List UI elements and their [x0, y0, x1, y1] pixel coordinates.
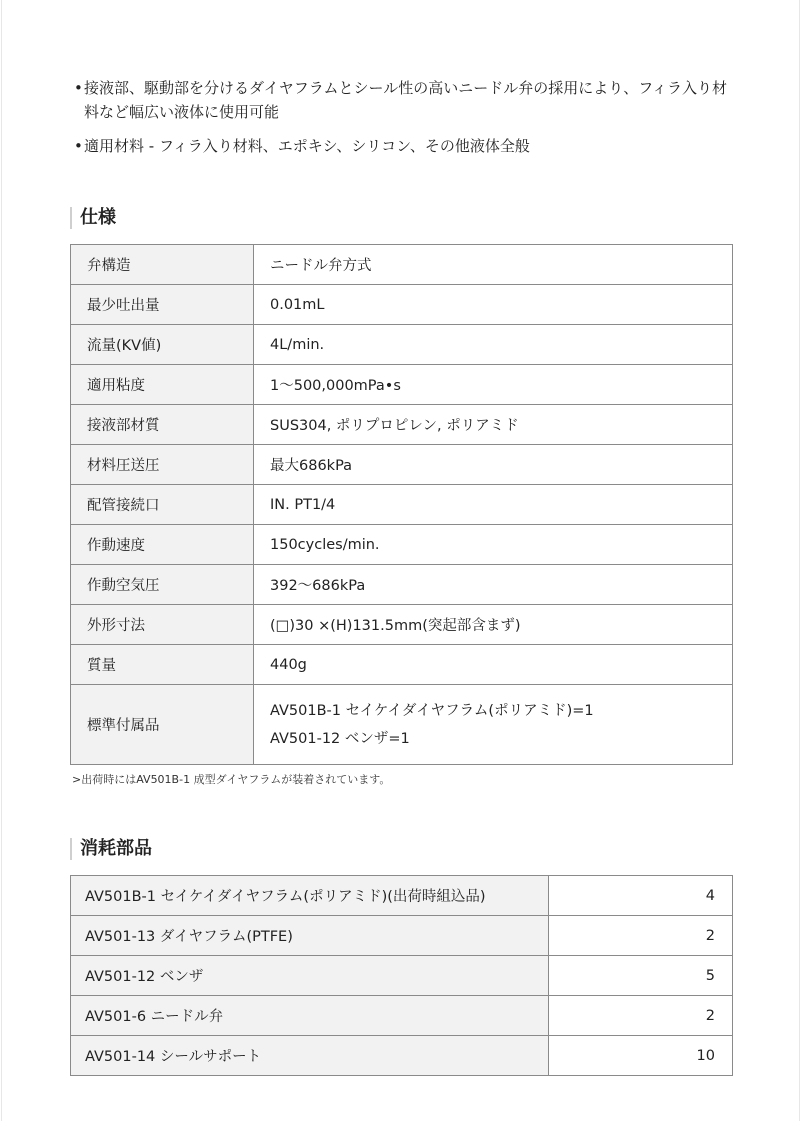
part-qty: 2 [549, 996, 733, 1036]
spec-label: 適用粘度 [71, 365, 254, 405]
spec-label: 作動空気圧 [71, 565, 254, 605]
accessory-line: AV501B-1 セイケイダイヤフラム(ポリアミド)=1 [270, 702, 594, 719]
spec-value: 392〜686kPa [254, 565, 733, 605]
part-qty: 2 [549, 916, 733, 956]
table-row [71, 285, 733, 325]
spec-value: 最大686kPa [254, 445, 733, 485]
spec-note: >出荷時にはAV501B-1 成型ダイヤフラムが装着されています。 [72, 773, 391, 786]
spec-label: 接液部材質 [71, 405, 254, 445]
spec-value: 0.01mL [254, 285, 733, 325]
spec-label: 弁構造 [71, 245, 254, 285]
table-row [71, 645, 733, 685]
part-qty: 5 [549, 956, 733, 996]
table-row [71, 245, 733, 285]
frame-left-border [1, 0, 2, 1121]
feature-text: 接液部、駆動部を分けるダイヤフラムとシール性の高いニードル弁の採用により、フィラ入り材料など幅広い液体に使用可能 [84, 79, 728, 121]
spec-value: IN. PT1/4 [254, 485, 733, 525]
feature-bullets [74, 76, 734, 168]
spec-value: SUS304, ポリプロピレン, ポリアミド [254, 405, 733, 445]
table-row [71, 445, 733, 485]
table-row [71, 956, 733, 996]
spec-section-title: 仕様 [70, 207, 116, 229]
table-row [71, 1036, 733, 1076]
bullet-mark: • [74, 137, 83, 155]
table-row [71, 876, 733, 916]
part-name: AV501B-1 セイケイダイヤフラム(ポリアミド)(出荷時組込品) [71, 876, 549, 916]
table-row [71, 485, 733, 525]
spec-label: 標準付属品 [71, 685, 254, 765]
spec-value: (□)30 ×(H)131.5mm(突起部含まず) [254, 605, 733, 645]
spec-value: 1〜500,000mPa•s [254, 365, 733, 405]
spec-value: 440g [254, 645, 733, 685]
spec-value: 4L/min. [254, 325, 733, 365]
spec-label: 外形寸法 [71, 605, 254, 645]
spec-table [70, 244, 733, 765]
table-row [71, 365, 733, 405]
spec-value [254, 685, 733, 765]
spec-label: 配管接続口 [71, 485, 254, 525]
part-name: AV501-13 ダイヤフラム(PTFE) [71, 916, 549, 956]
spec-label: 材料圧送圧 [71, 445, 254, 485]
part-qty: 10 [549, 1036, 733, 1076]
feature-text: 適用材料 - フィラ入り材料、エポキシ、シリコン、その他液体全般 [84, 137, 530, 155]
table-row [71, 405, 733, 445]
spec-label: 流量(KV値) [71, 325, 254, 365]
frame-right-border [799, 0, 800, 1121]
table-row [71, 565, 733, 605]
table-row [71, 685, 733, 765]
part-name: AV501-14 シールサポート [71, 1036, 549, 1076]
spec-value: ニードル弁方式 [254, 245, 733, 285]
part-name: AV501-6 ニードル弁 [71, 996, 549, 1036]
table-row [71, 325, 733, 365]
table-row [71, 525, 733, 565]
bullet-mark: • [74, 79, 83, 97]
parts-table [70, 875, 733, 1076]
feature-bullet [74, 134, 734, 158]
spec-label: 最少吐出量 [71, 285, 254, 325]
parts-section-title: 消耗部品 [70, 838, 152, 860]
accessory-line: AV501-12 ベンザ=1 [270, 730, 410, 747]
feature-bullet [74, 76, 734, 124]
table-row [71, 605, 733, 645]
spec-label: 質量 [71, 645, 254, 685]
part-name: AV501-12 ベンザ [71, 956, 549, 996]
spec-value: 150cycles/min. [254, 525, 733, 565]
spec-label: 作動速度 [71, 525, 254, 565]
table-row [71, 996, 733, 1036]
table-row [71, 916, 733, 956]
part-qty: 4 [549, 876, 733, 916]
